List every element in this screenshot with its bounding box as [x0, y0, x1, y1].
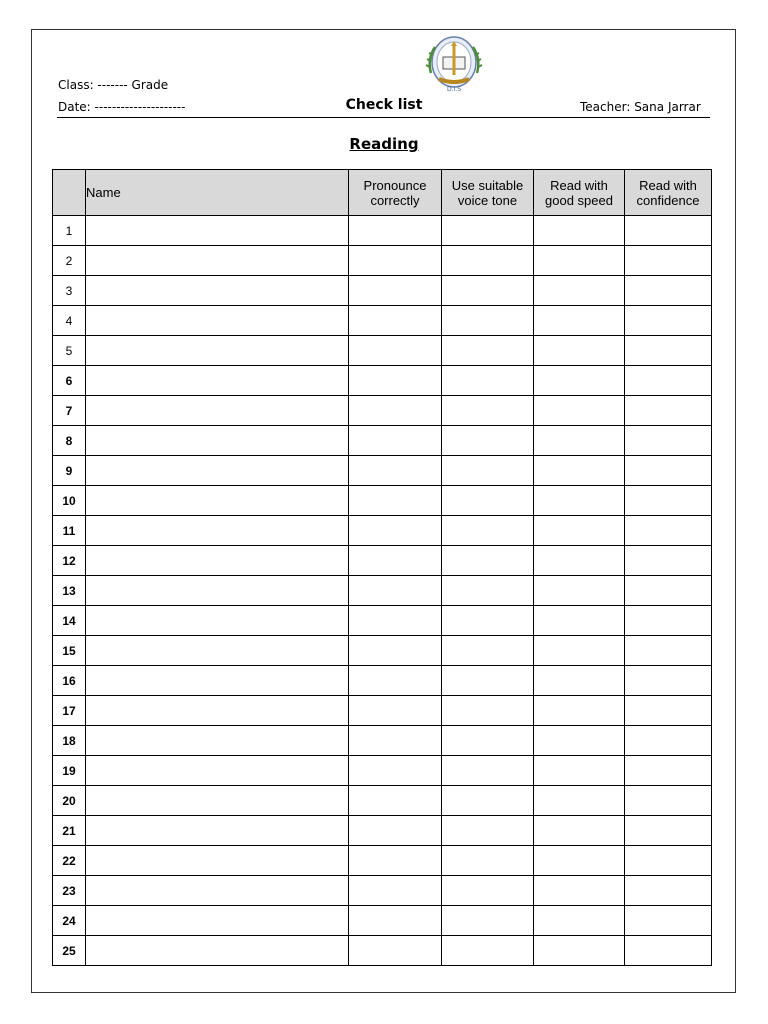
- pronounce-cell[interactable]: [349, 306, 442, 336]
- voice-tone-cell[interactable]: [442, 216, 534, 246]
- row-number: 23: [53, 876, 86, 906]
- table-row: [53, 366, 712, 396]
- speed-cell[interactable]: [534, 336, 625, 366]
- school-logo: [423, 33, 485, 95]
- row-number: 20: [53, 786, 86, 816]
- confidence-cell[interactable]: [625, 696, 712, 726]
- voice-tone-cell[interactable]: [442, 936, 534, 966]
- voice-tone-cell[interactable]: [442, 786, 534, 816]
- pronounce-cell[interactable]: [349, 396, 442, 426]
- section-title: Reading: [349, 135, 419, 153]
- teacher-label: Teacher: Sana Jarrar: [580, 100, 701, 114]
- confidence-cell[interactable]: [625, 306, 712, 336]
- pronounce-cell[interactable]: [349, 366, 442, 396]
- name-cell[interactable]: [86, 246, 349, 276]
- speed-cell[interactable]: [534, 546, 625, 576]
- name-cell[interactable]: [86, 516, 349, 546]
- name-cell[interactable]: [86, 576, 349, 606]
- column-header-speed: Read with good speed: [534, 170, 625, 216]
- table-row: [53, 306, 712, 336]
- table-row: [53, 576, 712, 606]
- pronounce-cell[interactable]: [349, 246, 442, 276]
- row-number: 12: [53, 546, 86, 576]
- voice-tone-cell[interactable]: [442, 456, 534, 486]
- voice-tone-cell[interactable]: [442, 366, 534, 396]
- table-body: [53, 216, 712, 966]
- pronounce-cell[interactable]: [349, 906, 442, 936]
- speed-cell[interactable]: [534, 366, 625, 396]
- row-number: 3: [53, 276, 86, 306]
- speed-cell[interactable]: [534, 576, 625, 606]
- row-number: 8: [53, 426, 86, 456]
- row-number: 14: [53, 606, 86, 636]
- row-number: 2: [53, 246, 86, 276]
- column-header-voice-tone: Use suitable voice tone: [442, 170, 534, 216]
- pronounce-cell[interactable]: [349, 756, 442, 786]
- name-cell[interactable]: [86, 426, 349, 456]
- pronounce-cell[interactable]: [349, 276, 442, 306]
- voice-tone-cell[interactable]: [442, 396, 534, 426]
- table-row: [53, 486, 712, 516]
- voice-tone-cell[interactable]: [442, 276, 534, 306]
- confidence-cell[interactable]: [625, 636, 712, 666]
- confidence-cell[interactable]: [625, 876, 712, 906]
- speed-cell[interactable]: [534, 876, 625, 906]
- name-cell[interactable]: [86, 636, 349, 666]
- confidence-cell[interactable]: [625, 456, 712, 486]
- voice-tone-cell[interactable]: [442, 606, 534, 636]
- pronounce-cell[interactable]: [349, 216, 442, 246]
- confidence-cell[interactable]: [625, 756, 712, 786]
- name-cell[interactable]: [86, 396, 349, 426]
- voice-tone-cell[interactable]: [442, 726, 534, 756]
- table-row: [53, 216, 712, 246]
- voice-tone-cell[interactable]: [442, 906, 534, 936]
- confidence-cell[interactable]: [625, 216, 712, 246]
- table-row: [53, 666, 712, 696]
- confidence-cell[interactable]: [625, 936, 712, 966]
- voice-tone-cell[interactable]: [442, 426, 534, 456]
- speed-cell[interactable]: [534, 216, 625, 246]
- table-row: [53, 846, 712, 876]
- row-number: 25: [53, 936, 86, 966]
- pronounce-cell[interactable]: [349, 546, 442, 576]
- column-header-number: [53, 170, 86, 216]
- row-number: 17: [53, 696, 86, 726]
- column-header-pronounce: Pronounce correctly: [349, 170, 442, 216]
- pronounce-cell[interactable]: [349, 516, 442, 546]
- speed-cell[interactable]: [534, 606, 625, 636]
- speed-cell[interactable]: [534, 726, 625, 756]
- speed-cell[interactable]: [534, 456, 625, 486]
- confidence-cell[interactable]: [625, 576, 712, 606]
- row-number: 18: [53, 726, 86, 756]
- name-cell[interactable]: [86, 276, 349, 306]
- confidence-cell[interactable]: [625, 246, 712, 276]
- row-number: 22: [53, 846, 86, 876]
- row-number: 11: [53, 516, 86, 546]
- name-cell[interactable]: [86, 336, 349, 366]
- table-row: [53, 396, 712, 426]
- table-row: [53, 546, 712, 576]
- pronounce-cell[interactable]: [349, 666, 442, 696]
- pronounce-cell[interactable]: [349, 846, 442, 876]
- pronounce-cell[interactable]: [349, 726, 442, 756]
- row-number: 9: [53, 456, 86, 486]
- name-cell[interactable]: [86, 936, 349, 966]
- table-row: [53, 696, 712, 726]
- speed-cell[interactable]: [534, 426, 625, 456]
- class-label: Class: ------- Grade: [58, 78, 169, 92]
- voice-tone-cell[interactable]: [442, 756, 534, 786]
- pronounce-cell[interactable]: [349, 456, 442, 486]
- speed-cell[interactable]: [534, 906, 625, 936]
- speed-cell[interactable]: [534, 816, 625, 846]
- table-row: [53, 756, 712, 786]
- page-title: Check list: [345, 97, 423, 113]
- confidence-cell[interactable]: [625, 606, 712, 636]
- name-cell[interactable]: [86, 606, 349, 636]
- speed-cell[interactable]: [534, 696, 625, 726]
- voice-tone-cell[interactable]: [442, 516, 534, 546]
- name-cell[interactable]: [86, 666, 349, 696]
- row-number: 10: [53, 486, 86, 516]
- pronounce-cell[interactable]: [349, 786, 442, 816]
- name-cell[interactable]: [86, 216, 349, 246]
- speed-cell[interactable]: [534, 276, 625, 306]
- pronounce-cell[interactable]: [349, 636, 442, 666]
- voice-tone-cell[interactable]: [442, 486, 534, 516]
- speed-cell[interactable]: [534, 396, 625, 426]
- row-number: 16: [53, 666, 86, 696]
- name-cell[interactable]: [86, 696, 349, 726]
- confidence-cell[interactable]: [625, 666, 712, 696]
- pronounce-cell[interactable]: [349, 816, 442, 846]
- table-row: [53, 276, 712, 306]
- table-row: [53, 936, 712, 966]
- pronounce-cell[interactable]: [349, 696, 442, 726]
- row-number: 21: [53, 816, 86, 846]
- table-row: [53, 426, 712, 456]
- name-cell[interactable]: [86, 366, 349, 396]
- voice-tone-cell[interactable]: [442, 576, 534, 606]
- name-cell[interactable]: [86, 726, 349, 756]
- name-cell[interactable]: [86, 846, 349, 876]
- name-cell[interactable]: [86, 906, 349, 936]
- confidence-cell[interactable]: [625, 846, 712, 876]
- pronounce-cell[interactable]: [349, 876, 442, 906]
- pronounce-cell[interactable]: [349, 576, 442, 606]
- pronounce-cell[interactable]: [349, 336, 442, 366]
- confidence-cell[interactable]: [625, 276, 712, 306]
- voice-tone-cell[interactable]: [442, 636, 534, 666]
- speed-cell[interactable]: [534, 306, 625, 336]
- row-number: 24: [53, 906, 86, 936]
- table-row: [53, 456, 712, 486]
- confidence-cell[interactable]: [625, 906, 712, 936]
- row-number: 4: [53, 306, 86, 336]
- table-row: [53, 636, 712, 666]
- confidence-cell[interactable]: [625, 516, 712, 546]
- row-number: 6: [53, 366, 86, 396]
- confidence-cell[interactable]: [625, 366, 712, 396]
- row-number: 13: [53, 576, 86, 606]
- confidence-cell[interactable]: [625, 816, 712, 846]
- confidence-cell[interactable]: [625, 336, 712, 366]
- speed-cell[interactable]: [534, 666, 625, 696]
- speed-cell[interactable]: [534, 246, 625, 276]
- confidence-cell[interactable]: [625, 546, 712, 576]
- pronounce-cell[interactable]: [349, 936, 442, 966]
- table-row: [53, 246, 712, 276]
- name-cell[interactable]: [86, 876, 349, 906]
- speed-cell[interactable]: [534, 756, 625, 786]
- speed-cell[interactable]: [534, 636, 625, 666]
- voice-tone-cell[interactable]: [442, 306, 534, 336]
- speed-cell[interactable]: [534, 936, 625, 966]
- confidence-cell[interactable]: [625, 486, 712, 516]
- voice-tone-cell[interactable]: [442, 816, 534, 846]
- name-cell[interactable]: [86, 486, 349, 516]
- confidence-cell[interactable]: [625, 396, 712, 426]
- name-cell[interactable]: [86, 816, 349, 846]
- table-header-row: [53, 170, 712, 216]
- speed-cell[interactable]: [534, 486, 625, 516]
- table-row: [53, 816, 712, 846]
- header-divider: [57, 117, 710, 118]
- confidence-cell[interactable]: [625, 426, 712, 456]
- confidence-cell[interactable]: [625, 786, 712, 816]
- speed-cell[interactable]: [534, 846, 625, 876]
- pronounce-cell[interactable]: [349, 486, 442, 516]
- name-cell[interactable]: [86, 456, 349, 486]
- date-label: Date: ---------------------: [58, 100, 186, 114]
- table-row: [53, 606, 712, 636]
- pronounce-cell[interactable]: [349, 426, 442, 456]
- voice-tone-cell[interactable]: [442, 336, 534, 366]
- voice-tone-cell[interactable]: [442, 846, 534, 876]
- speed-cell[interactable]: [534, 516, 625, 546]
- row-number: 15: [53, 636, 86, 666]
- name-cell[interactable]: [86, 546, 349, 576]
- speed-cell[interactable]: [534, 786, 625, 816]
- name-cell[interactable]: [86, 756, 349, 786]
- confidence-cell[interactable]: [625, 726, 712, 756]
- pronounce-cell[interactable]: [349, 606, 442, 636]
- column-header-name: Name: [86, 170, 349, 216]
- row-number: 1: [53, 216, 86, 246]
- row-number: 7: [53, 396, 86, 426]
- table-row: [53, 336, 712, 366]
- name-cell[interactable]: [86, 786, 349, 816]
- name-cell[interactable]: [86, 306, 349, 336]
- voice-tone-cell[interactable]: [442, 546, 534, 576]
- voice-tone-cell[interactable]: [442, 666, 534, 696]
- row-number: 19: [53, 756, 86, 786]
- table-row: [53, 726, 712, 756]
- table-row: [53, 516, 712, 546]
- table-row: [53, 876, 712, 906]
- table-row: [53, 906, 712, 936]
- checklist-table: [52, 169, 712, 966]
- logo-lettering: D.I.S: [446, 86, 462, 93]
- voice-tone-cell[interactable]: [442, 876, 534, 906]
- table-row: [53, 786, 712, 816]
- row-number: 5: [53, 336, 86, 366]
- voice-tone-cell[interactable]: [442, 246, 534, 276]
- column-header-confidence: Read with confidence: [625, 170, 712, 216]
- voice-tone-cell[interactable]: [442, 696, 534, 726]
